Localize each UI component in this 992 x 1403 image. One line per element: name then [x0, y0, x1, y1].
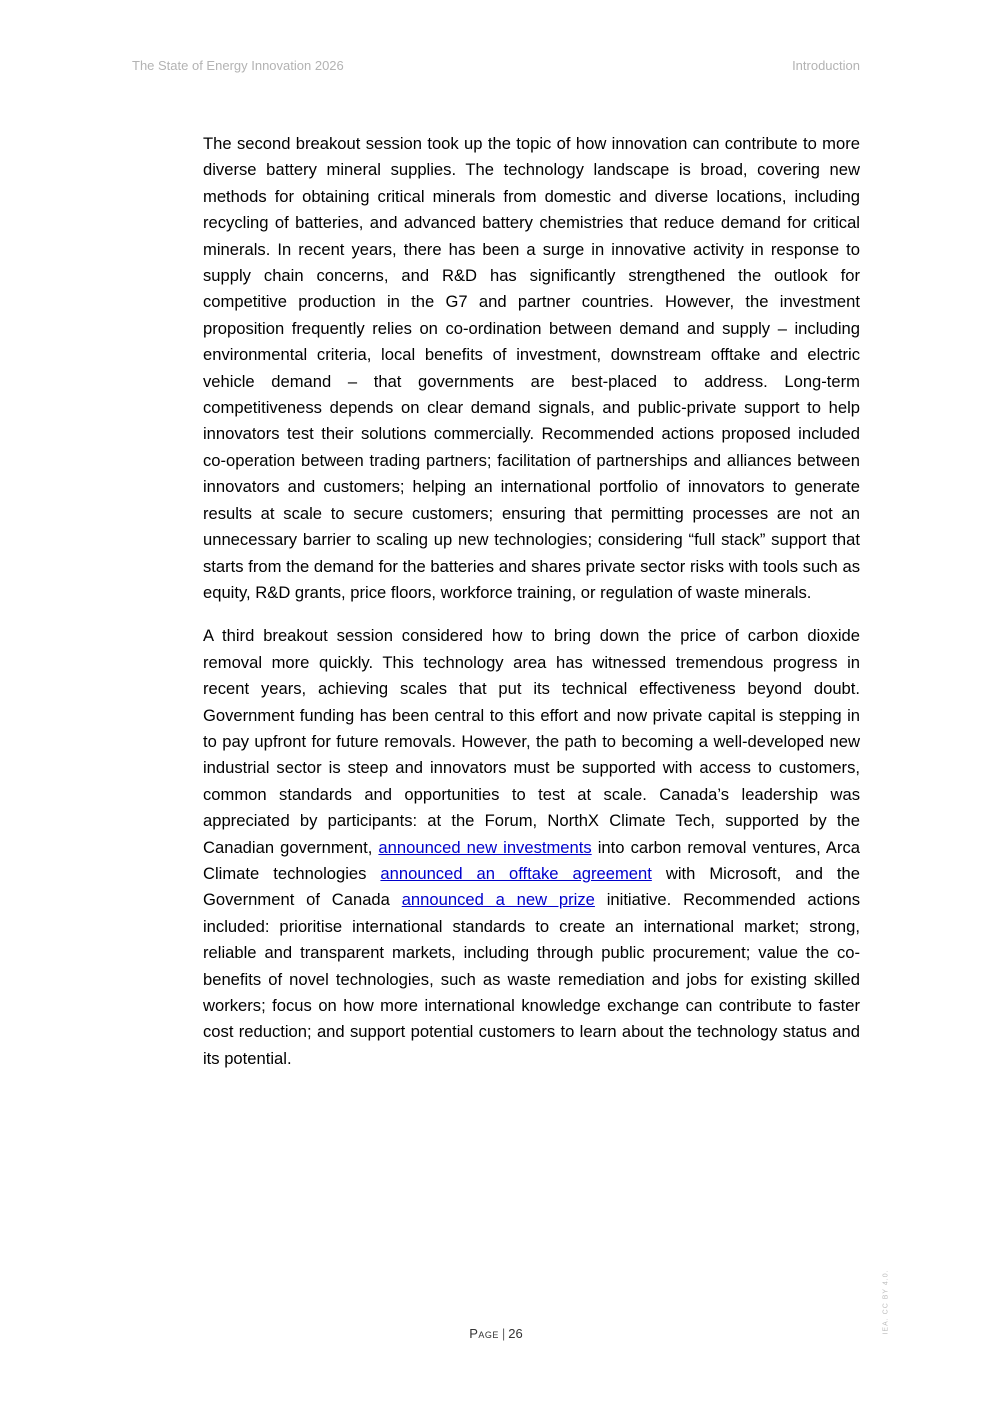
license-credit: IEA. CC BY 4.0.	[882, 1269, 890, 1335]
page-label: Page	[469, 1326, 499, 1341]
paragraph-text-segment: with Microsoft, and the Government of Canada	[203, 863, 860, 910]
link-canada-new-prize[interactable]: announced a new prize	[401, 890, 595, 910]
page-number: 26	[508, 1326, 523, 1341]
paragraph-carbon-removal	[203, 623, 860, 1072]
link-arca-offtake-agreement[interactable]: announced an offtake agreement	[380, 863, 652, 883]
page-footer	[0, 1326, 992, 1341]
page-separator: |	[501, 1326, 506, 1341]
running-header	[132, 58, 860, 76]
paragraph-text-segment: initiative. Recommended actions included: prioritise international standards to create an international market; strong, reliable and transparent markets, including through public procurement; value the co-benefits of novel technologies, such as waste remediation and jobs for existing skilled workers; focus on how more international knowledge exchange can contribute to faster cost reduction; and support potential customers to learn about the technology status and its potential.	[203, 890, 860, 1068]
document-title: The State of Energy Innovation 2026	[132, 58, 344, 73]
main-text	[203, 131, 860, 1089]
section-title: Introduction	[792, 58, 860, 73]
paragraph-text-segment: A third breakout session considered how to bring down the price of carbon dioxide removal more quickly. This technology area has witnessed tremendous progress in recent years, achieving scales that put its technical effectiveness beyond doubt. Government funding has been central to this effort and now private capital is stepping in to pay upfront for future removals. However, the path to becoming a well-developed new industrial sector is steep and innovators must be supported with access to customers, common standards and opportunities to test at scale. Canada’s leadership was appreciated by participants: at the Forum, NorthX Climate Tech, supported by the Canadian government,	[203, 626, 860, 857]
paragraph-battery-minerals: The second breakout session took up the topic of how innovation can contribute to more diverse battery mineral supplies. The technology landscape is broad, covering new methods for obtaining critical minerals from domestic and diverse locations, including recycling of batteries, and advanced battery chemistries that reduce demand for critical minerals. In recent years, there has been a surge in innovative activity in response to supply chain concerns, and R&D has significantly strengthened the outlook for competitive production in the G7 and partner countries. However, the investment proposition frequently relies on co-ordination between demand and supply – including environmental criteria, local benefits of investment, downstream offtake and electric vehicle demand – that governments are best-placed to address. Long-term competitiveness depends on clear demand signals, and public-private support to help innovators test their solutions commercially. Recommended actions proposed included co-operation between trading partners; facilitation of partnerships and alliances between innovators and customers; helping an international portfolio of innovators to generate results at scale to secure customers; ensuring that permitting processes are not an unnecessary barrier to scaling up new technologies; considering “full stack” support that starts from the demand for the batteries and shares private sector risks with tools such as equity, R&D grants, price floors, workforce training, or regulation of waste minerals.	[203, 134, 860, 602]
link-northx-investments[interactable]: announced new investments	[378, 837, 592, 857]
paragraph-text-segment: into carbon removal ventures, Arca Climate technologies	[203, 837, 860, 883]
